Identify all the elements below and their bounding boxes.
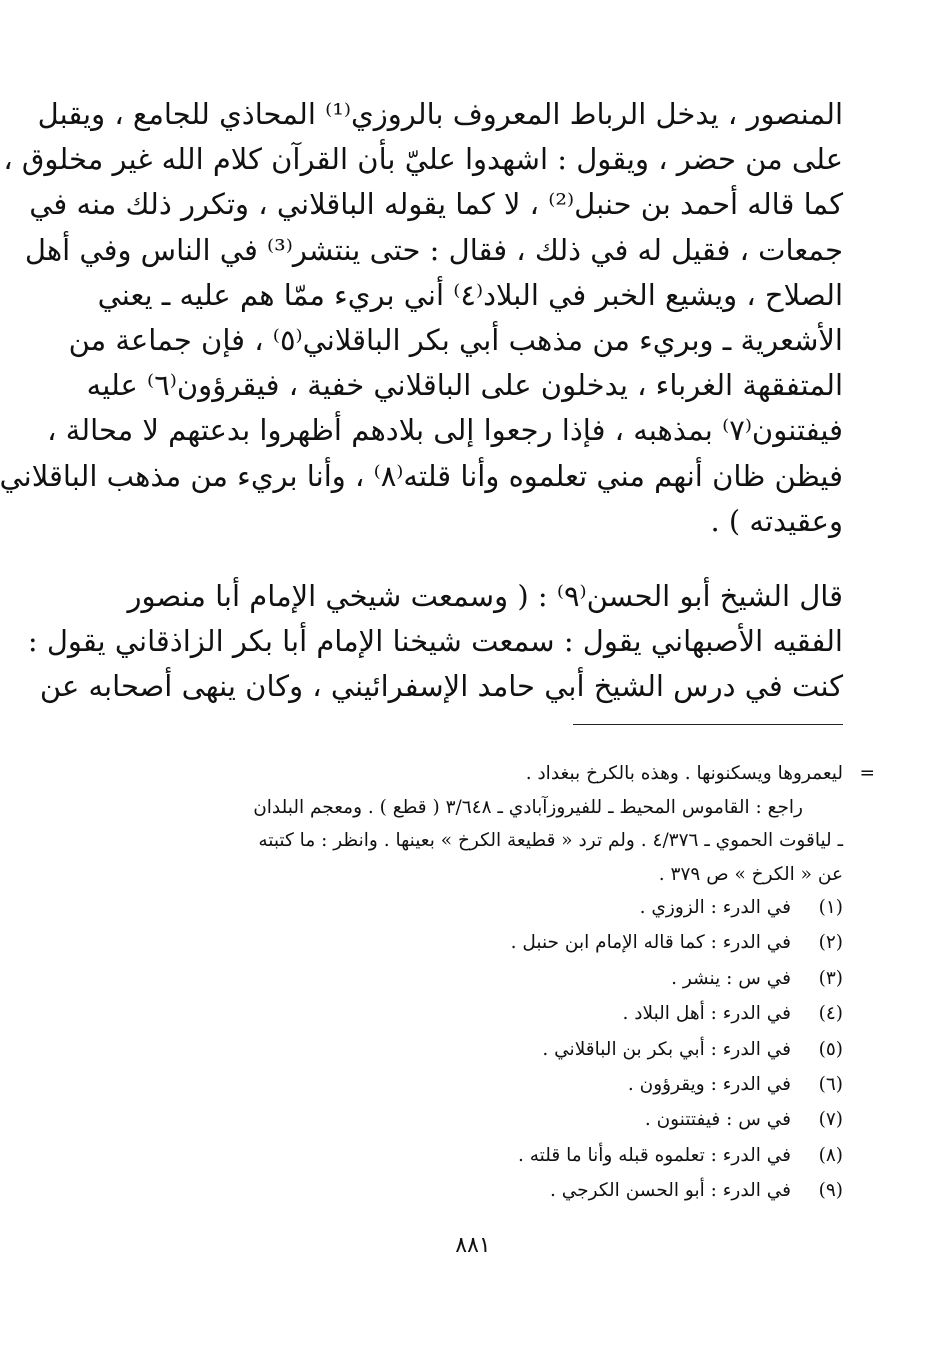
footnote-text: في س : ينشر . bbox=[671, 967, 791, 989]
footnote-item bbox=[141, 1068, 843, 1103]
footnote-item bbox=[141, 1174, 843, 1209]
continuation-marker: = bbox=[859, 763, 875, 784]
footnote-number: (٤) bbox=[818, 1003, 843, 1025]
footnote-text: في الدرء : الزوزي . bbox=[639, 897, 791, 918]
main-paragraph-1 bbox=[0, 92, 843, 544]
footnote-item bbox=[141, 1139, 843, 1174]
text-line: فيفتنون⁽٧⁾ بمذهبه ، فإذا رجعوا إلى بلادهم أظهروا بدعتهم لا محالة ، bbox=[47, 413, 843, 448]
text-line: جمعات ، فقيل له في ذلك ، فقال : حتى ينتشر⁽³⁾ في الناس وفي أهل bbox=[24, 232, 843, 267]
footnote-number: (٣) bbox=[818, 967, 843, 989]
footnote-text: في الدرء : أبي بكر بن الباقلاني . bbox=[542, 1038, 791, 1060]
footnote-list bbox=[141, 891, 843, 1210]
page-number: ٨٨١ bbox=[455, 1233, 491, 1258]
footnote-continuation bbox=[141, 757, 875, 892]
footnote-number: (١) bbox=[818, 897, 843, 918]
footnote-number: (٢) bbox=[818, 932, 843, 954]
footnote-text: في الدرء : أبو الحسن الكرجي . bbox=[550, 1180, 791, 1202]
text-line: الصلاح ، ويشيع الخبر في البلاد⁽٤⁾ أني بريء ممّا هم عليه ـ يعني bbox=[97, 277, 843, 312]
text-line: الفقيه الأصبهاني يقول : سمعت شيخنا الإمام أبا بكر الزاذقاني يقول : bbox=[27, 624, 843, 659]
text-line: وعقيدته ) . bbox=[710, 503, 843, 538]
footnote-line: عن « الكرخ » ص ٣٧٩ . bbox=[658, 864, 843, 886]
footnote-line: ـ لياقوت الحموي ـ ٤/٣٧٦ . ولم ترد « قطيعة الكرخ » بعينها . وانظر : ما كتبته bbox=[258, 830, 843, 852]
footnote-item bbox=[141, 1033, 843, 1068]
footnote-text: في الدرء : ويقرؤون . bbox=[627, 1073, 791, 1095]
main-paragraph-2 bbox=[27, 574, 843, 710]
footnote-number: (٦) bbox=[818, 1073, 843, 1095]
footnote-number: (٧) bbox=[818, 1109, 843, 1131]
text-line: الأشعرية ـ وبريء من مذهب أبي بكر الباقلاني⁽٥⁾ ، فإن جماعة من bbox=[68, 323, 843, 358]
footnote-number: (٨) bbox=[818, 1144, 843, 1166]
footnote-separator bbox=[573, 724, 843, 725]
text-line: كما قاله أحمد بن حنبل⁽²⁾ ، لا كما يقوله الباقلاني ، وتكرر ذلك منه في bbox=[29, 187, 843, 222]
footnote-text: في الدرء : كما قاله الإمام ابن حنبل . bbox=[510, 932, 791, 954]
text-line: على من حضر ، ويقول : اشهدوا عليّ بأن القرآن كلام الله غير مخلوق ، bbox=[3, 142, 843, 177]
footnote-text: في الدرء : أهل البلاد . bbox=[622, 1003, 791, 1025]
text-line: قال الشيخ أبو الحسن⁽٩⁾ : ( وسمعت شيخي الإمام أبا منصور bbox=[127, 579, 843, 613]
text-line: المنصور ، يدخل الرباط المعروف بالروزي⁽¹⁾ المحاذي للجامع ، ويقبل bbox=[37, 97, 843, 131]
footnote-line: راجع : القاموس المحيط ـ للفيروزآبادي ـ ٣/٦٤٨ ( قطع ) . ومعجم البلدان bbox=[253, 796, 803, 818]
footnote-item bbox=[141, 1103, 843, 1138]
footnote-item bbox=[141, 891, 843, 926]
text-line: المتفقهة الغرباء ، يدخلون على الباقلاني خفية ، فيقرؤون⁽٦⁾ عليه bbox=[86, 368, 843, 403]
footnote-number: (٥) bbox=[818, 1038, 843, 1060]
footnote-text: في س : فيفتتنون . bbox=[644, 1109, 791, 1131]
footnote-item bbox=[141, 962, 843, 997]
footnote-text: في الدرء : تعلموه قبله وأنا ما قلته . bbox=[517, 1144, 791, 1166]
footnote-number: (٩) bbox=[818, 1180, 843, 1202]
footnote-line: ليعمروها ويسكنونها . وهذه بالكرخ ببغداد . bbox=[525, 763, 843, 784]
footnote-item bbox=[141, 926, 843, 961]
text-line: كنت في درس الشيخ أبي حامد الإسفرائيني ، وكان ينهى أصحابه عن bbox=[39, 669, 843, 704]
footnote-item bbox=[141, 997, 843, 1032]
text-line: فيظن ظان أنهم مني تعلموه وأنا قلته⁽٨⁾ ، وأنا بريء من مذهب الباقلاني bbox=[0, 458, 843, 493]
